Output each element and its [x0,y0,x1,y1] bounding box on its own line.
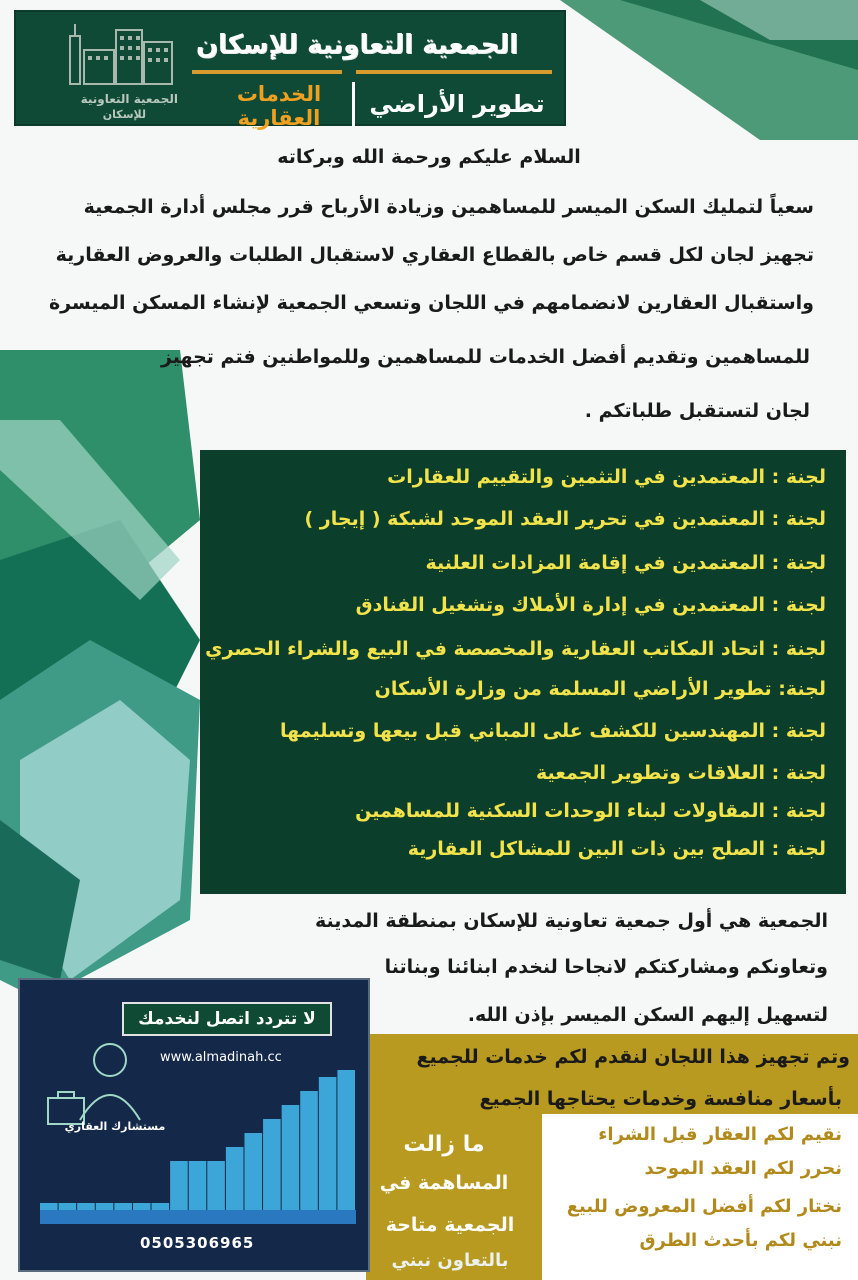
logo-subtext: للإسكان [102,108,146,121]
intro-line: للمساهمين وتقديم أفضل الخدمات للمساهمين وللمواطنين فتم تجهيز [160,346,810,368]
ad-url[interactable]: www.almadinah.cc [160,1050,282,1065]
committee-item: لجنة : المعتمدين في التثمين والتقييم للعقارات [387,466,826,488]
body-line: بأسعار منافسة وخدمات يحتاجها الجميع [479,1088,842,1110]
intro-line: سعياً لتمليك السكن الميسر للمساهمين وزيادة الأرباح قرر مجلس أدارة الجمعية [83,196,814,218]
consultant-label: مستشارك العقاري [64,1120,166,1133]
body-line: وتعاونكم ومشاركتكم لانجاحا لنخدم ابنائنا وبناتنا [384,956,828,978]
body-line: لتسهيل إليهم السكن الميسر بإذن الله. [467,1004,828,1026]
chart-bar [244,1133,262,1210]
body-line: وتم تجهيز هذا اللجان لنقدم لكم خدمات للجميع [416,1046,850,1068]
committee-item: لجنة : المعتمدين في إقامة المزادات العلنية [425,552,826,574]
logo [26,20,186,120]
tab-real-estate-services: الخدمات العقارية [236,82,322,130]
header-rule-right [356,70,552,74]
chart-bar [77,1203,95,1210]
chart-bar [96,1203,114,1210]
chart-bar [40,1203,58,1210]
phone-number[interactable]: 0505306965 [140,1234,255,1252]
chart-bar [133,1203,151,1210]
promo-text: ما زالت [403,1132,485,1157]
chart-bar [226,1147,244,1210]
chart-bar [59,1203,77,1210]
service-item: نبني لكم بأحدث الطرق [639,1230,842,1251]
committee-item: لجنة : المقاولات لبناء الوحدات السكنية للمساهمين [355,800,826,822]
chart-bar [282,1105,300,1210]
logo-text: الجمعية التعاونية [80,92,178,106]
committee-item: لجنة : الصلح بين ذات البين للمشاكل العقارية [407,838,826,860]
intro-line: واستقبال العقارين لانضمامهم في اللجان وتسعي الجمعية لإنشاء المسكن الميسرة [48,292,814,314]
chart-bar [114,1203,132,1210]
chart-bar [300,1091,318,1210]
committee-item: لجنة: تطوير الأراضي المسلمة من وزارة الأسكان [374,678,826,700]
committee-item: لجنة : المعتمدين في تحرير العقد الموحد لشبكة ( إيجار ) [304,508,826,530]
header-separator [352,82,355,126]
committee-item: لجنة : اتحاد المكاتب العقارية والمخصصة في البيع والشراء الحصري [205,638,826,660]
body-line: الجمعية هي أول جمعية تعاونية للإسكان بمنطقة المدينة [315,910,828,932]
intro-line: تجهيز لجان لكل قسم خاص بالقطاع العقاري لاستقبال الطلبات والعروض العقارية [55,244,814,266]
chart-bar [319,1077,337,1210]
committee-item: لجنة : المهندسين للكشف على المباني قبل بيعها وتسليمها [280,720,826,742]
service-item: نختار لكم أفضل المعروض للبيع [566,1196,842,1217]
tab-land-development: تطوير الأراضي [369,90,545,118]
chart-bar [207,1161,225,1210]
header-banner [14,10,566,130]
chart-bar [189,1161,207,1210]
chart-bar [152,1203,170,1210]
promo-text: الجمعية متاحة [385,1214,515,1236]
intro-line: لجان لتستقبل طلباتكم . [584,400,810,422]
committee-item: لجنة : العلاقات وتطوير الجمعية [535,762,826,784]
service-item: نحرر لكم العقد الموحد [644,1158,842,1179]
ad-headline: لا تتردد اتصل لنخدمك [122,1002,332,1036]
chart-bar [170,1161,188,1210]
contact-ad [18,978,370,1272]
promo-text: المساهمة في [379,1172,509,1194]
service-item: نقيم لكم العقار قبل الشراء [598,1124,842,1145]
header-title: الجمعية التعاونية للإسكان [195,30,518,60]
committees-panel [200,450,846,894]
chart-baseline [40,1210,356,1224]
chart-bar [337,1070,355,1210]
header-rule-left [192,70,342,74]
committee-item: لجنة : المعتمدين في إدارة الأملاك وتشغيل الفنادق [355,594,826,616]
greeting: السلام عليكم ورحمة الله وبركاته [277,146,581,168]
promo-tagline: بالتعاون نبني [391,1250,509,1271]
chart-bar [263,1119,281,1210]
